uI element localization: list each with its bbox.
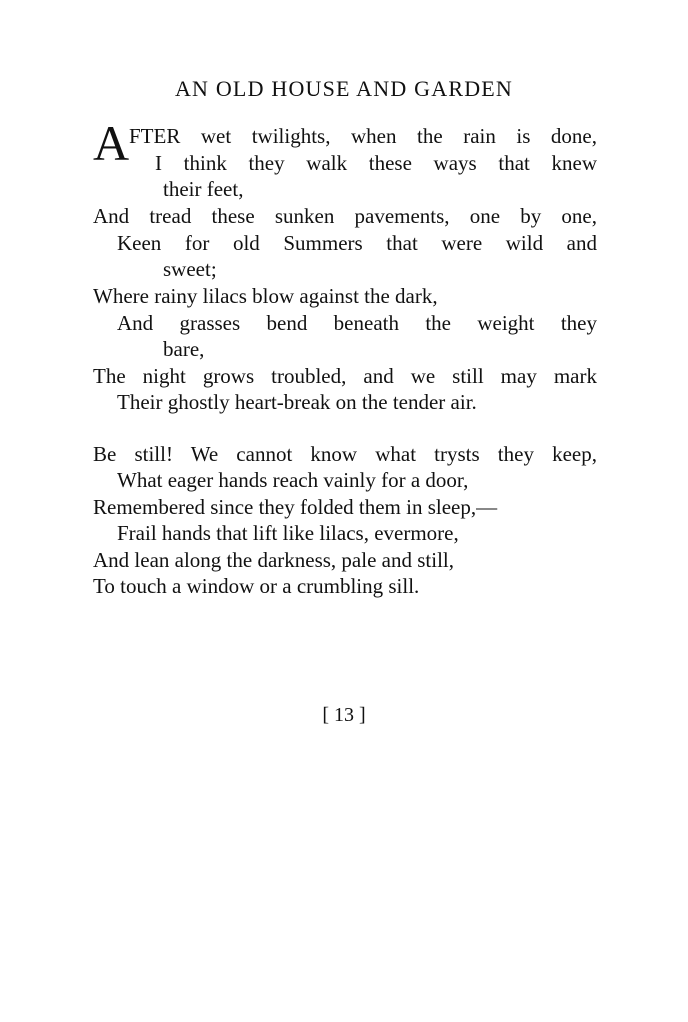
- stanza1-line6: And grasses bend beneath the weight they: [117, 311, 597, 335]
- stanza1-line4: Keen for old Summers that were wild and: [117, 231, 597, 255]
- stanza1-line7: The night grows troubled, and we still may mark: [93, 364, 597, 388]
- stanza2-line4: Frail hands that lift like lilacs, evermore,: [117, 521, 459, 545]
- drop-cap: A: [93, 115, 130, 171]
- stanza1-line3: And tread these sunken pavements, one by one,: [93, 204, 597, 228]
- page-number: [ 13 ]: [322, 704, 366, 726]
- stanza1-line8: Their ghostly heart-break on the tender air.: [117, 390, 477, 414]
- stanza2-line6: To touch a window or a crumbling sill.: [93, 574, 420, 598]
- stanza1-line2: I think they walk these ways that knew: [155, 151, 597, 175]
- stanza1-line4-cont: sweet;: [163, 257, 217, 281]
- stanza2-line3: Remembered since they folded them in sleep,—: [93, 495, 498, 519]
- stanza1-line2-cont: their feet,: [163, 177, 244, 201]
- stanza1-line5: Where rainy lilacs blow against the dark,: [93, 284, 438, 308]
- stanza1-line1: FTER wet twilights, when the rain is done,: [129, 124, 597, 148]
- stanza2-line5: And lean along the darkness, pale and still,: [93, 548, 454, 572]
- stanza1-line6-cont: bare,: [163, 337, 205, 361]
- stanza2-line1: Be still! We cannot know what trysts they keep,: [93, 442, 597, 466]
- stanza2-line2: What eager hands reach vainly for a door,: [117, 468, 469, 492]
- poem-title: AN OLD HOUSE AND GARDEN: [174, 76, 514, 101]
